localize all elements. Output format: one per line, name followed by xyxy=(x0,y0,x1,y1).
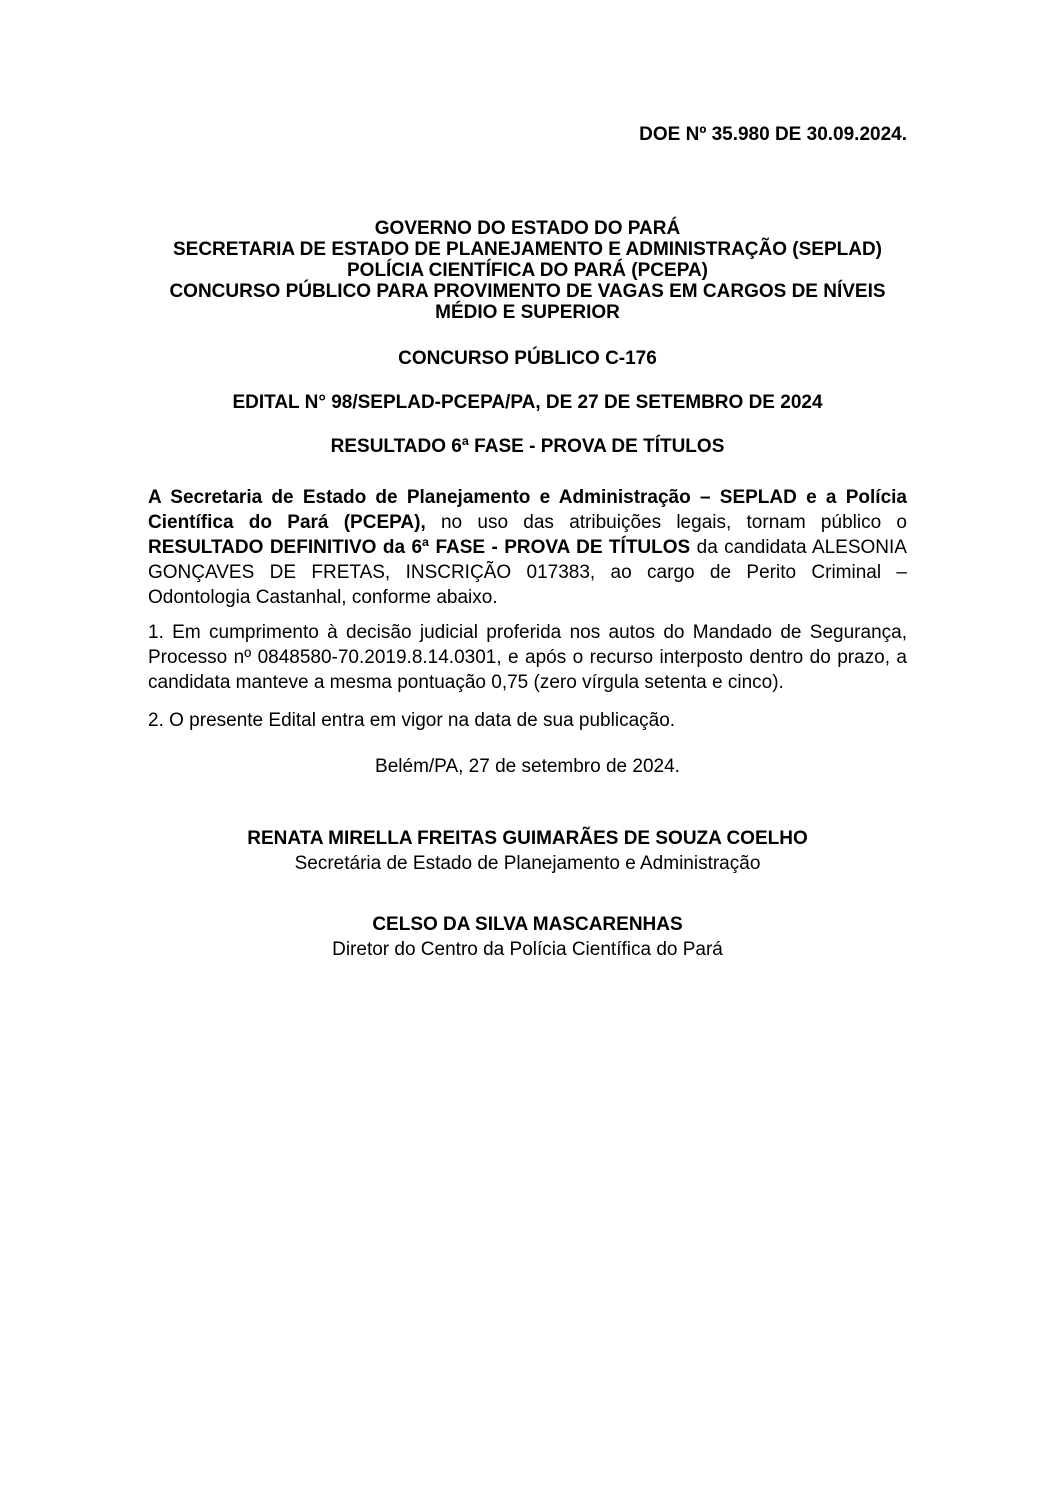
heading-resultado-fase: RESULTADO 6ª FASE - PROVA DE TÍTULOS xyxy=(330,436,725,457)
signature-role-diretor: Diretor do Centro da Polícia Científica do Pará xyxy=(332,939,723,960)
signature-block-seplad xyxy=(148,826,907,876)
item-1-paragraph: 1. Em cumprimento à decisão judicial proferida nos autos do Mandado de Segurança, Processo nº 0848580-70.2019.8.14.0301, e após o recurso interposto dentro do prazo, a candidata manteve a mesma pontuação 0,75 (zero vírgula setenta e cinco). xyxy=(148,622,907,693)
dateline: Belém/PA, 27 de setembro de 2024. xyxy=(375,756,680,777)
doe-reference: DOE Nº 35.980 DE 30.09.2024. xyxy=(639,124,907,145)
signature-name-renata: RENATA MIRELLA FREITAS GUIMARÃES DE SOUZA COELHO xyxy=(247,828,808,849)
heading-concurso-publico: CONCURSO PÚBLICO C-176 xyxy=(398,348,657,369)
title-block xyxy=(148,218,907,323)
intro-run-regular-atribuicoes: no uso das atribuições legais, tornam público o xyxy=(425,512,907,533)
signature-role-secretaria: Secretária de Estado de Planejamento e Administração xyxy=(294,853,761,874)
intro-paragraph xyxy=(148,485,907,610)
signature-name-celso: CELSO DA SILVA MASCARENHAS xyxy=(372,914,683,935)
intro-run-bold-resultado: RESULTADO DEFINITIVO da 6ª FASE - PROVA DE TÍTULOS xyxy=(148,537,691,558)
title-line-nivel: MÉDIO E SUPERIOR xyxy=(435,302,620,323)
title-line-governo: GOVERNO DO ESTADO DO PARÁ xyxy=(374,218,681,239)
intro-run-bold-orgaos: A Secretaria de Estado de Planejamento e Administração – SEPLAD e a Polícia Científica do Pará (PCEPA), xyxy=(148,487,907,533)
signature-block-pcepa xyxy=(148,912,907,962)
intro-run-regular-candidata: da candidata ALESONIA GONÇAVES DE FRETAS, INSCRIÇÃO 017383, ao cargo de Perito Criminal – Odontologia Castanhal, conforme abaixo. xyxy=(148,537,907,608)
item-2-paragraph: 2. O presente Edital entra em vigor na data de sua publicação. xyxy=(148,710,676,731)
heading-edital: EDITAL N° 98/SEPLAD-PCEPA/PA, DE 27 DE SETEMBRO DE 2024 xyxy=(232,392,823,413)
title-line-concurso: CONCURSO PÚBLICO PARA PROVIMENTO DE VAGAS EM CARGOS DE NÍVEIS xyxy=(169,281,886,302)
title-line-policia: POLÍCIA CIENTÍFICA DO PARÁ (PCEPA) xyxy=(347,260,708,281)
title-line-secretaria: SECRETARIA DE ESTADO DE PLANEJAMENTO E ADMINISTRAÇÃO (SEPLAD) xyxy=(172,239,883,260)
